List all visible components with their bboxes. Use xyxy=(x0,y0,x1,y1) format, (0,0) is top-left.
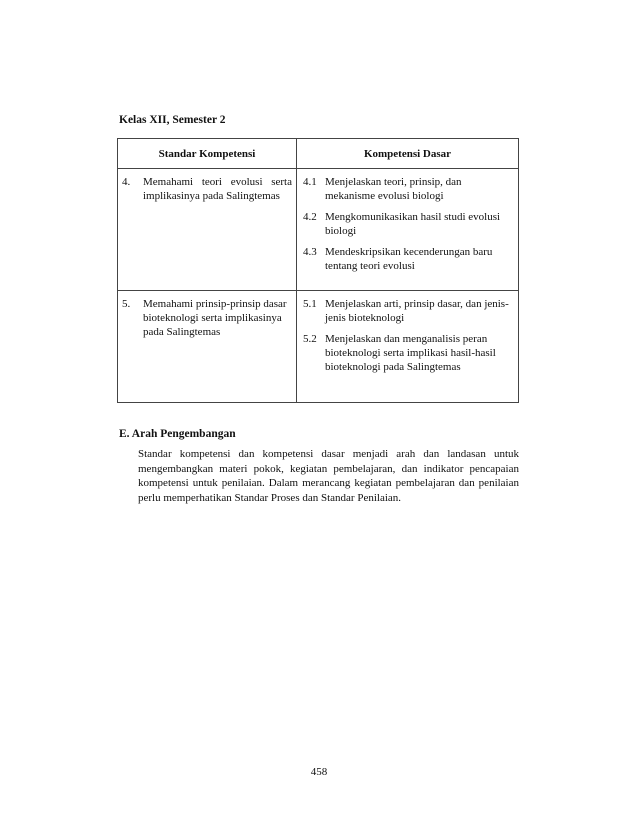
kd-text: Menjelaskan arti, prinsip dasar, dan jenis-jenis bioteknologi xyxy=(325,298,509,324)
kompetensi-dasar-cell xyxy=(297,169,519,291)
table-row xyxy=(118,169,519,291)
kd-item xyxy=(303,297,512,325)
standar-kompetensi-cell xyxy=(118,169,297,291)
kd-number: 5.1 xyxy=(303,298,317,310)
kd-text: Menjelaskan teori, prinsip, dan mekanisme evolusi biologi xyxy=(325,176,462,202)
kd-number: 4.1 xyxy=(303,176,317,188)
sk-item xyxy=(122,297,292,339)
kd-text: Mengkomunikasikan hasil studi evolusi biologi xyxy=(325,211,501,237)
kd-number: 5.2 xyxy=(303,333,317,345)
standar-kompetensi-cell xyxy=(118,291,297,403)
sk-number: 4. xyxy=(122,176,131,188)
section-body: Standar kompetensi dan kompetensi dasar menjadi arah dan landasan untuk mengembangkan materi pokok, kegiatan pembelajaran, dan indikator pencapaian kompetensi untuk penilaian. Dalam merancang kegiatan pembelajaran dan penilaian perlu memperhatikan Standar Proses dan Standar Penilaian. xyxy=(138,448,519,504)
table-header-row xyxy=(118,139,519,169)
table-row xyxy=(118,291,519,403)
competency-table xyxy=(117,138,519,403)
kd-text: Menjelaskan dan menganalisis peran bioteknologi serta implikasi hasil-hasil bioteknologi pada Salingtemas xyxy=(325,333,496,373)
kd-number: 4.2 xyxy=(303,211,317,223)
kd-number: 4.3 xyxy=(303,246,317,258)
kd-item xyxy=(303,210,512,238)
sk-text: Memahami teori evolusi serta implikasinya pada Salingtemas xyxy=(143,176,292,202)
sk-item xyxy=(122,175,292,203)
kd-text: Mendeskripsikan kecenderungan baru tentang teori evolusi xyxy=(325,246,493,272)
sk-number: 5. xyxy=(122,298,131,310)
kd-item xyxy=(303,332,512,374)
page-number: 458 xyxy=(310,766,328,778)
kd-item xyxy=(303,175,512,203)
section-title: E. Arah Pengembangan xyxy=(119,428,236,440)
kd-item xyxy=(303,245,512,273)
sk-text: Memahami prinsip-prinsip dasar bioteknologi serta implikasinya pada Salingtemas xyxy=(143,298,287,338)
class-semester-heading: Kelas XII, Semester 2 xyxy=(119,114,226,126)
header-standar-kompetensi: Standar Kompetensi xyxy=(118,139,297,169)
kompetensi-dasar-cell xyxy=(297,291,519,403)
header-kompetensi-dasar: Kompetensi Dasar xyxy=(297,139,519,169)
